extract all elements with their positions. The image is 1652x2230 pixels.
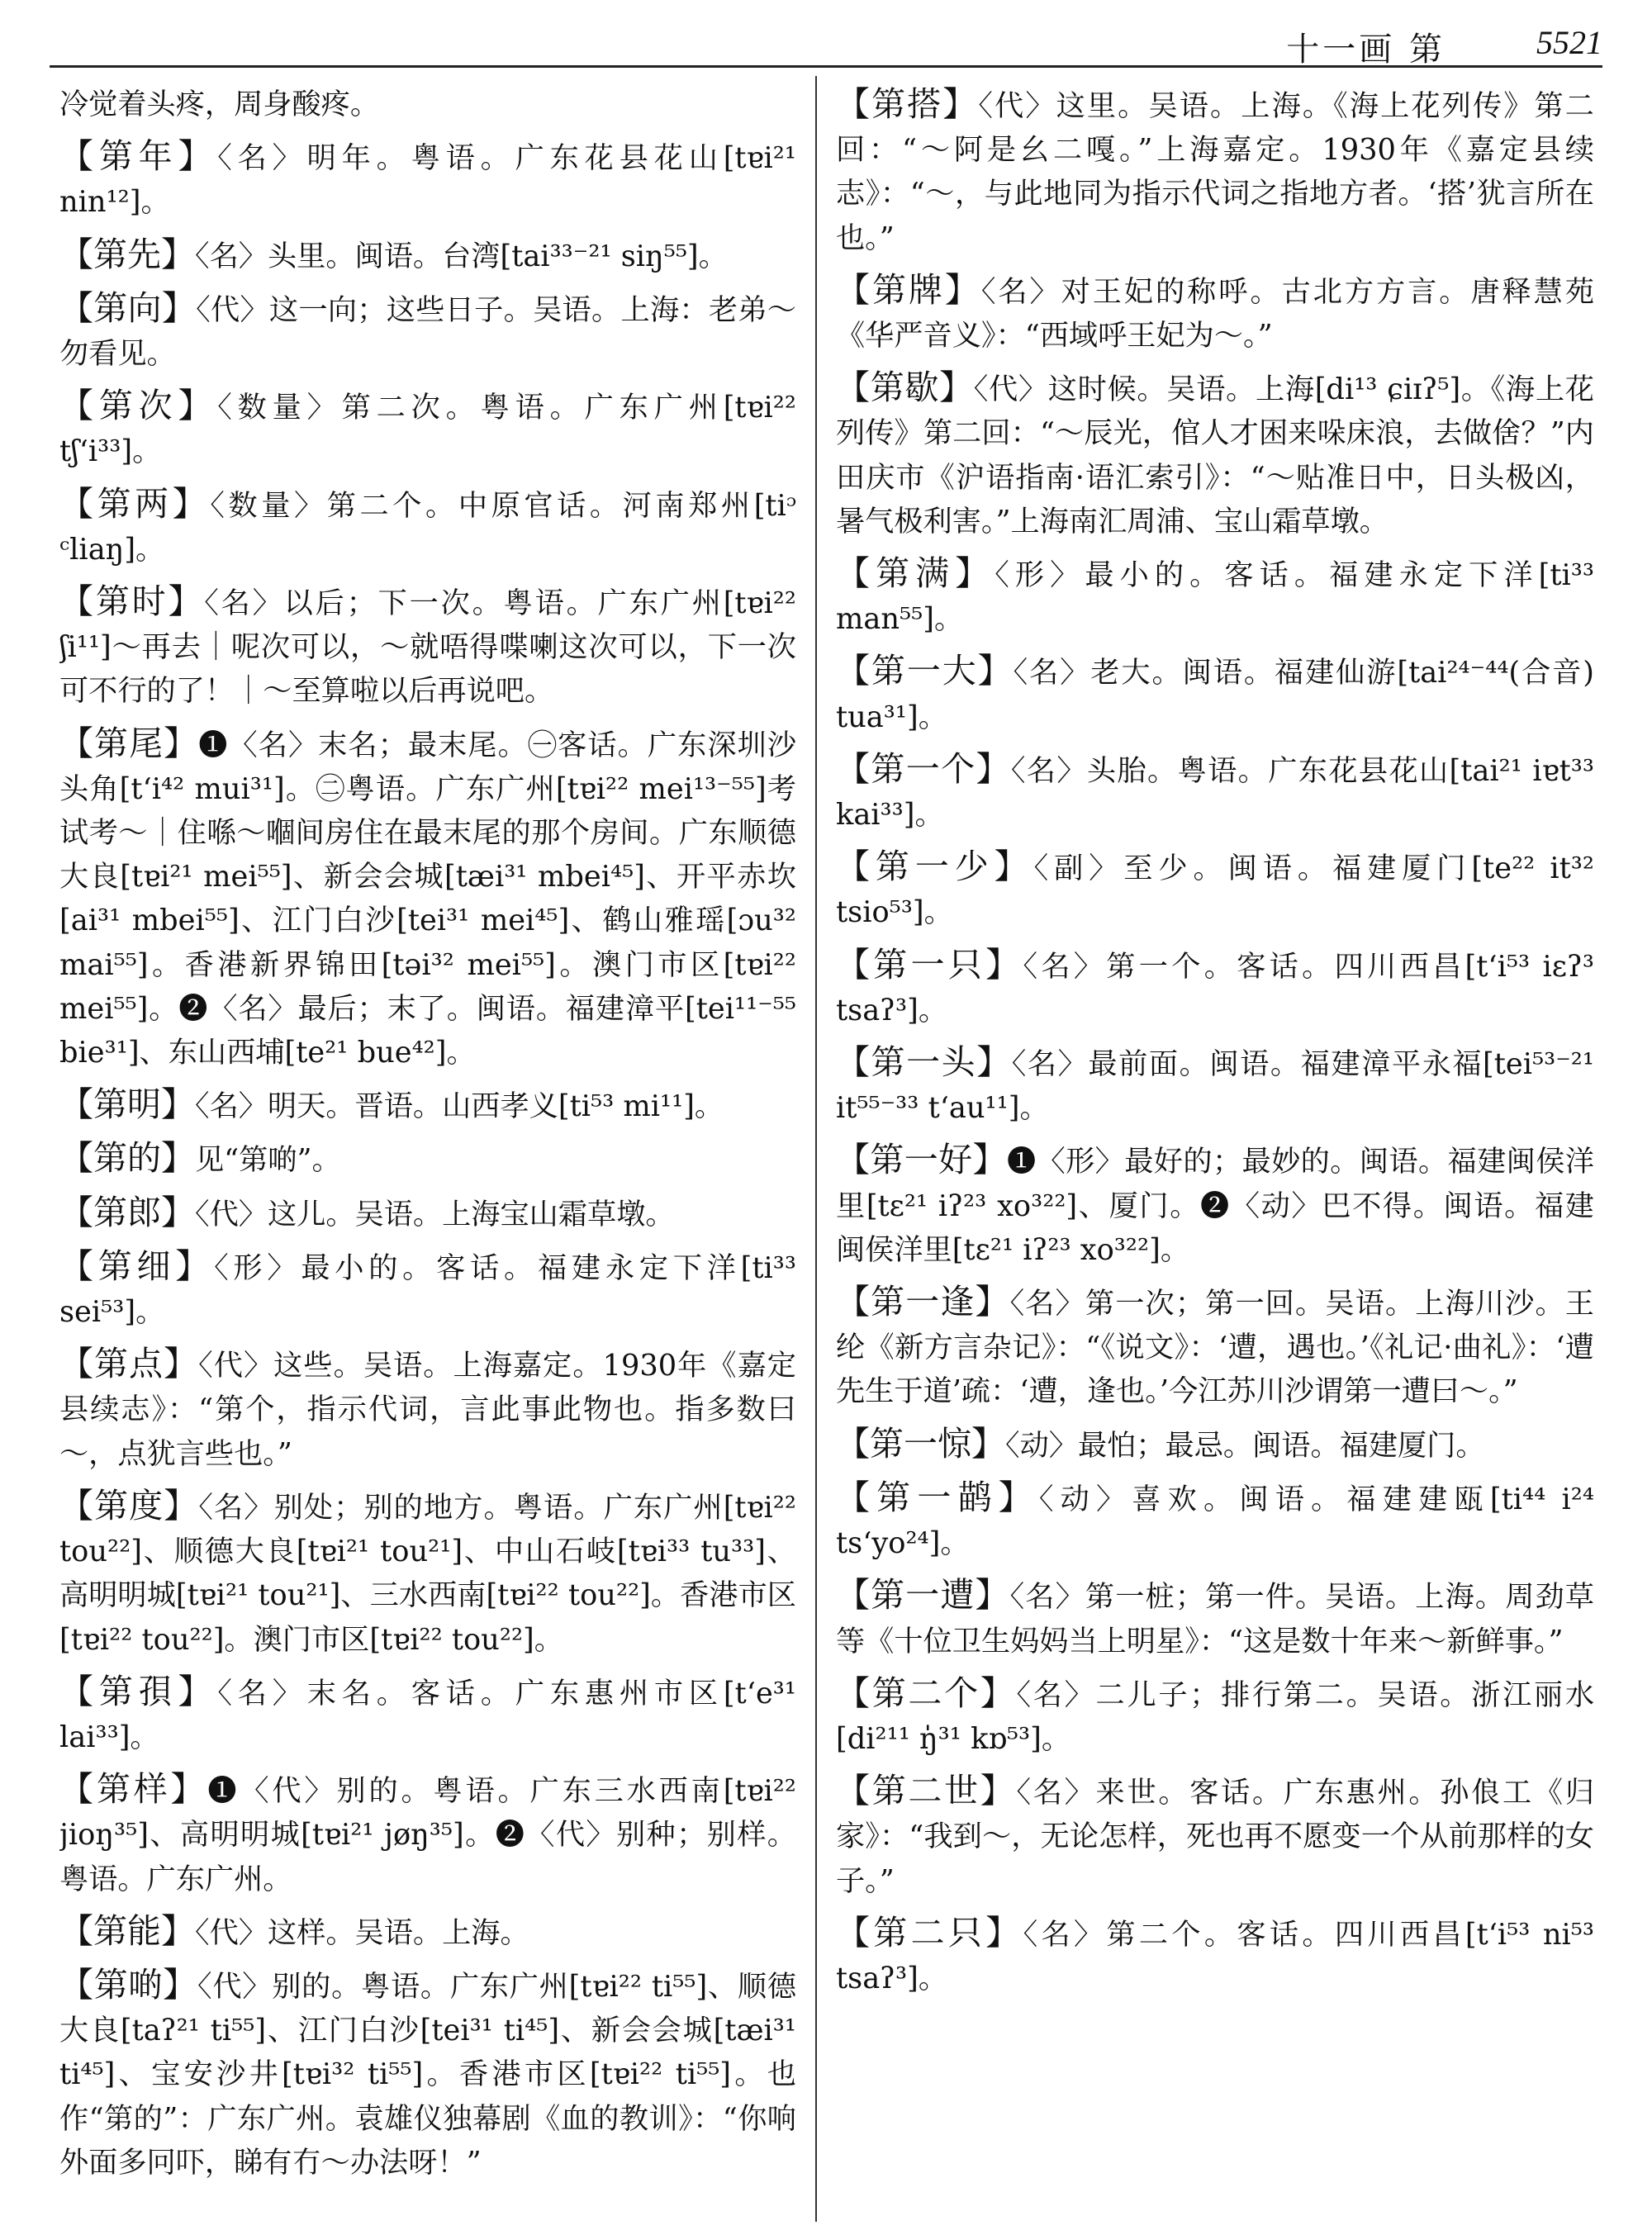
entry-headword: 【第一好】	[836, 1140, 1007, 1180]
entry-headword: 【第次】	[59, 386, 218, 426]
dictionary-entry	[836, 1280, 1594, 1414]
entry-headword: 【第歇】	[836, 368, 974, 408]
dictionary-entry	[59, 482, 796, 572]
entry-definition: 〈代〉这些。吴语。上海嘉定。1930年《嘉定县续志》：“第个，指示代词，言此事此物也。指多数曰～，点犹言些也。”	[59, 1349, 796, 1471]
dictionary-entry	[836, 1422, 1594, 1468]
entry-definition: 〈代〉这儿。吴语。上海宝山霜草墩。	[195, 1197, 675, 1231]
entry-headword: 【第一惊】	[836, 1423, 1005, 1464]
entry-definition: 〈名〉来世。客话。广东惠州。孙俍工《归家》：“我到～，无论怎样，死也再不愿变一个从前那样的女子。”	[836, 1776, 1594, 1898]
section-label: 十一画 第	[1286, 31, 1446, 69]
dictionary-entry	[836, 1476, 1594, 1565]
entry-definition: 〈名〉别处；别的地方。粤语。广东广州[tɐi²² tou²²]、顺德大良[tɐi²¹ tou²¹]、中山石岐[tɐi³³ tu³³]、高明明城[tɐi²¹ tou²¹]、三水西南[tɐi²² tou²²]。香港市区[tɐi²² tou²²]。澳门市区[tɐi²² tou²²]。	[59, 1490, 796, 1657]
entry-headword: 【第的】	[59, 1138, 195, 1179]
entry-definition: 〈名〉第一个。客话。四川西昌[tʻi⁵³ iɛʔ³ tsaʔ³]。	[836, 949, 1594, 1027]
dictionary-entry	[59, 1245, 796, 1334]
entry-headword: 【第明】	[59, 1084, 195, 1125]
header-rule	[50, 65, 1602, 68]
entry-headword: 【第样】	[59, 1769, 208, 1810]
dictionary-entry	[836, 1138, 1594, 1272]
entry-headword: 【第二个】	[836, 1672, 1017, 1713]
entry-definition: 〈名〉头里。闽语。台湾[tai³³⁻²¹ siŋ⁵⁵]。	[195, 239, 728, 273]
entry-headword: 【第一个】	[836, 748, 1011, 789]
dictionary-entry	[59, 1191, 796, 1236]
entry-definition: 〈副〉至少。闽语。福建厦门[te²² it³² tsio⁵³]。	[836, 852, 1594, 930]
entry-headword: 【第满】	[836, 553, 995, 594]
dictionary-entry	[59, 1083, 796, 1128]
entry-definition: 〈动〉最怕；最忌。闽语。福建厦门。	[1005, 1428, 1485, 1463]
entry-headword: 【第先】	[59, 234, 195, 274]
dictionary-entry	[59, 1342, 796, 1476]
dictionary-entry	[836, 1573, 1594, 1663]
entry-definition: 〈名〉老大。闽语。福建仙游[tai²⁴⁻⁴⁴(合音) tua³¹]。	[836, 656, 1594, 734]
dictionary-entry	[59, 1136, 796, 1182]
dictionary-entry	[59, 83, 796, 126]
entry-definition: ❶〈形〉最好的；最妙的。闽语。福建闽侯洋里[tɛ²¹ iʔ²³ xo³²²]、厦门。❷〈动〉巴不得。闽语。福建闽侯洋里[tɛ²¹ iʔ²³ xo³²²]。	[836, 1145, 1594, 1267]
entry-headword: 【第一大】	[836, 651, 1014, 691]
dictionary-entry	[836, 268, 1594, 358]
dictionary-entry	[59, 722, 796, 1075]
entry-definition: 〈动〉喜欢。闽语。福建建瓯[ti⁴⁴ i²⁴ tsʻyo²⁴]。	[836, 1482, 1594, 1561]
entry-headword: 【第二只】	[836, 1912, 1023, 1952]
entry-definition: 〈名〉头胎。粤语。广东花县花山[tai²¹ iɐt³³ kai³³]。	[836, 753, 1594, 833]
entry-definition: 〈名〉二儿子；排行第二。吴语。浙江丽水[di²¹¹ ŋ̍³¹ kɒ⁵³]。	[836, 1677, 1594, 1756]
right-column	[836, 83, 1594, 2222]
entry-definition: 〈名〉明天。晋语。山西孝义[ti⁵³ mi¹¹]。	[195, 1089, 724, 1124]
entry-headword: 【第一鹋】	[836, 1477, 1039, 1517]
entry-headword: 【第点】	[59, 1344, 199, 1384]
entry-headword: 【第搭】	[836, 84, 979, 124]
entry-definition: 〈代〉这一向；这些日子。吴语。上海：老弟～勿看见。	[59, 292, 796, 372]
entry-definition: 〈名〉明年。粤语。广东花县花山[tɐi²¹ nin¹²]。	[59, 141, 796, 220]
entry-definition: 〈名〉对王妃的称呼。古北方方言。唐释慧苑《华严音义》：“西域呼王妃为～。”	[836, 274, 1594, 353]
entry-definition: 〈名〉第一桩；第一件。吴语。上海。周劲草等《十位卫生妈妈当上明星》：“这是数十年来～新鲜事。”	[836, 1580, 1594, 1658]
page-header	[50, 18, 1602, 68]
entry-definition: 〈名〉末名。客话。广东惠州市区[tʻe³¹ lai³³]。	[59, 1676, 796, 1754]
column-divider	[815, 76, 817, 2222]
entry-headword: 【第孭】	[59, 1671, 218, 1711]
page-number: 5521	[1536, 24, 1602, 61]
entry-definition: 〈名〉第一次；第一回。吴语。上海川沙。王纶《新方言杂记》：“《说文》：‘遭，遇也。’《礼记·曲礼》：‘遭先生于道’疏：‘遭，逢也。’今江苏川沙谓第一遭曰～。”	[836, 1287, 1594, 1409]
dictionary-entry	[59, 135, 796, 224]
dictionary-entry	[836, 83, 1594, 260]
entry-headword: 【第能】	[59, 1910, 195, 1951]
dictionary-entry	[836, 845, 1594, 934]
dictionary-entry	[59, 233, 796, 278]
entry-definition: 〈代〉这样。吴语。上海。	[195, 1915, 529, 1950]
entry-definition: 冷觉着头疼，周身酸疼。	[59, 88, 380, 121]
entry-definition: 见“第啲”。	[195, 1143, 341, 1178]
dictionary-entry	[836, 366, 1594, 543]
entry-headword: 【第年】	[59, 136, 218, 177]
entry-headword: 【第一少】	[836, 847, 1034, 887]
entry-definition: 〈形〉最小的。客话。福建永定下洋[ti³³ sei⁵³]。	[59, 1250, 796, 1330]
left-column	[59, 83, 796, 2222]
dictionary-entry	[59, 1484, 796, 1662]
entry-headword: 【第一只】	[836, 944, 1023, 985]
entry-definition: 〈名〉最前面。闽语。福建漳平永福[tei⁵³⁻²¹ it⁵⁵⁻³³ tʻau¹¹]。	[836, 1047, 1594, 1126]
dictionary-entry	[59, 1910, 796, 1955]
dictionary-entry	[59, 384, 796, 473]
entry-definition: 〈代〉这里。吴语。上海。《海上花列传》第二回：“～阿是幺二嘎。”上海嘉定。1930年《嘉定县续志》：“～，与此地同为指示代词之指地方者。‘搭’犹言所在也。”	[836, 89, 1594, 255]
dictionary-entry	[836, 552, 1594, 641]
entry-definition: ❶〈名〉末名；最末尾。㊀客话。广东深圳沙头角[tʻi⁴² mui³¹]。㊁粤语。广东广州[tɐi²² mei¹³⁻⁵⁵]考试考～｜住喺～嗰间房住在最末尾的那个房间。广东顺德大良[tɐi²¹ mei⁵⁵]、新会会城[tæi³¹ mbei⁴⁵]、开平赤坎[ai³¹ mbei⁵⁵]、江门白沙[tei³¹ mei⁴⁵]、鹤山雅瑶[ɔu³² mai⁵⁵]。香港新界锦田[təi³² mei⁵⁵]。澳门市区[tɐi²² mei⁵⁵]。❷〈名〉最后；末了。闽语。福建漳平[tei¹¹⁻⁵⁵ bie³¹]、东山西埔[te²¹ bue⁴²]。	[59, 728, 796, 1070]
entry-definition: ❶〈代〉别的。粤语。广东三水西南[tɐi²² jioŋ³⁵]、高明明城[tɐi²¹ jøŋ³⁵]。❷〈代〉别种；别样。粤语。广东广州。	[59, 1774, 796, 1896]
dictionary-entry	[836, 649, 1594, 738]
entry-definition: 〈名〉以后；下一次。粤语。广东广州[tɐi²² ʃi¹¹]～再去｜呢次可以，～就唔得喋喇这次可以，下一次可不行的了！｜～至算啦以后再说吧。	[59, 586, 796, 709]
entry-headword: 【第郎】	[59, 1192, 195, 1232]
dictionary-entry	[836, 1911, 1594, 2000]
dictionary-entry	[59, 580, 796, 714]
dictionary-entry	[836, 1769, 1594, 1903]
entry-headword: 【第一遭】	[836, 1575, 1010, 1616]
entry-definition: 〈数量〉第二个。中原官话。河南郑州[tiᵓ ᶜliaŋ]。	[59, 488, 796, 567]
entry-definition: 〈形〉最小的。客话。福建永定下洋[ti³³ man⁵⁵]。	[836, 558, 1594, 637]
entry-headword: 【第牌】	[836, 269, 981, 310]
entry-definition: 〈名〉第二个。客话。四川西昌[tʻi⁵³ ni⁵³ tsaʔ³]。	[836, 1917, 1594, 1995]
dictionary-entry	[836, 1041, 1594, 1130]
dictionary-entry	[59, 1767, 796, 1901]
dictionary-entry	[836, 943, 1594, 1032]
entry-headword: 【第一头】	[836, 1042, 1012, 1083]
entry-headword: 【第啲】	[59, 1964, 198, 2005]
dictionary-entry	[836, 747, 1594, 837]
entry-definition: 〈代〉别的。粤语。广东广州[tɐi²² ti⁵⁵]、顺德大良[taʔ²¹ ti⁵⁵]、江门白沙[tei³¹ ti⁴⁵]、新会会城[tæi³¹ ti⁴⁵]、宝安沙井[tɐi³² ti⁵⁵]。香港市区[tɐi²² ti⁵⁵]。也作“第的”：广东广州。袁雄仪独幕剧《血的教训》：“你响外面多冋吓，睇有冇～办法呀！”	[59, 1969, 796, 2180]
dictionary-entry	[59, 287, 796, 376]
entry-headword: 【第度】	[59, 1485, 199, 1525]
entry-definition: 〈数量〉第二次。粤语。广东广州[tɐi²² tʃʻi³³]。	[59, 391, 796, 469]
entry-headword: 【第时】	[59, 581, 205, 622]
entry-headword: 【第一逢】	[836, 1282, 1010, 1322]
dictionary-entry	[59, 1670, 796, 1759]
dictionary-entry	[59, 1963, 796, 2185]
entry-definition: 〈代〉这时候。吴语。上海[di¹³ ɕiɪʔ⁵]。《海上花列传》第二回：“～辰光，倌人才困来哚床浪，去做倽？”内田庆市《沪语指南·语汇索引》：“～贴准日中，日头极凶，暑气极利害。”上海南汇周浦、宝山霜草墩。	[836, 372, 1594, 539]
entry-headword: 【第向】	[59, 287, 197, 328]
entry-headword: 【第两】	[59, 483, 211, 524]
dictionary-entry	[836, 1672, 1594, 1761]
entry-headword: 【第二世】	[836, 1771, 1017, 1811]
entry-headword: 【第尾】	[59, 723, 199, 763]
entry-headword: 【第细】	[59, 1245, 215, 1286]
